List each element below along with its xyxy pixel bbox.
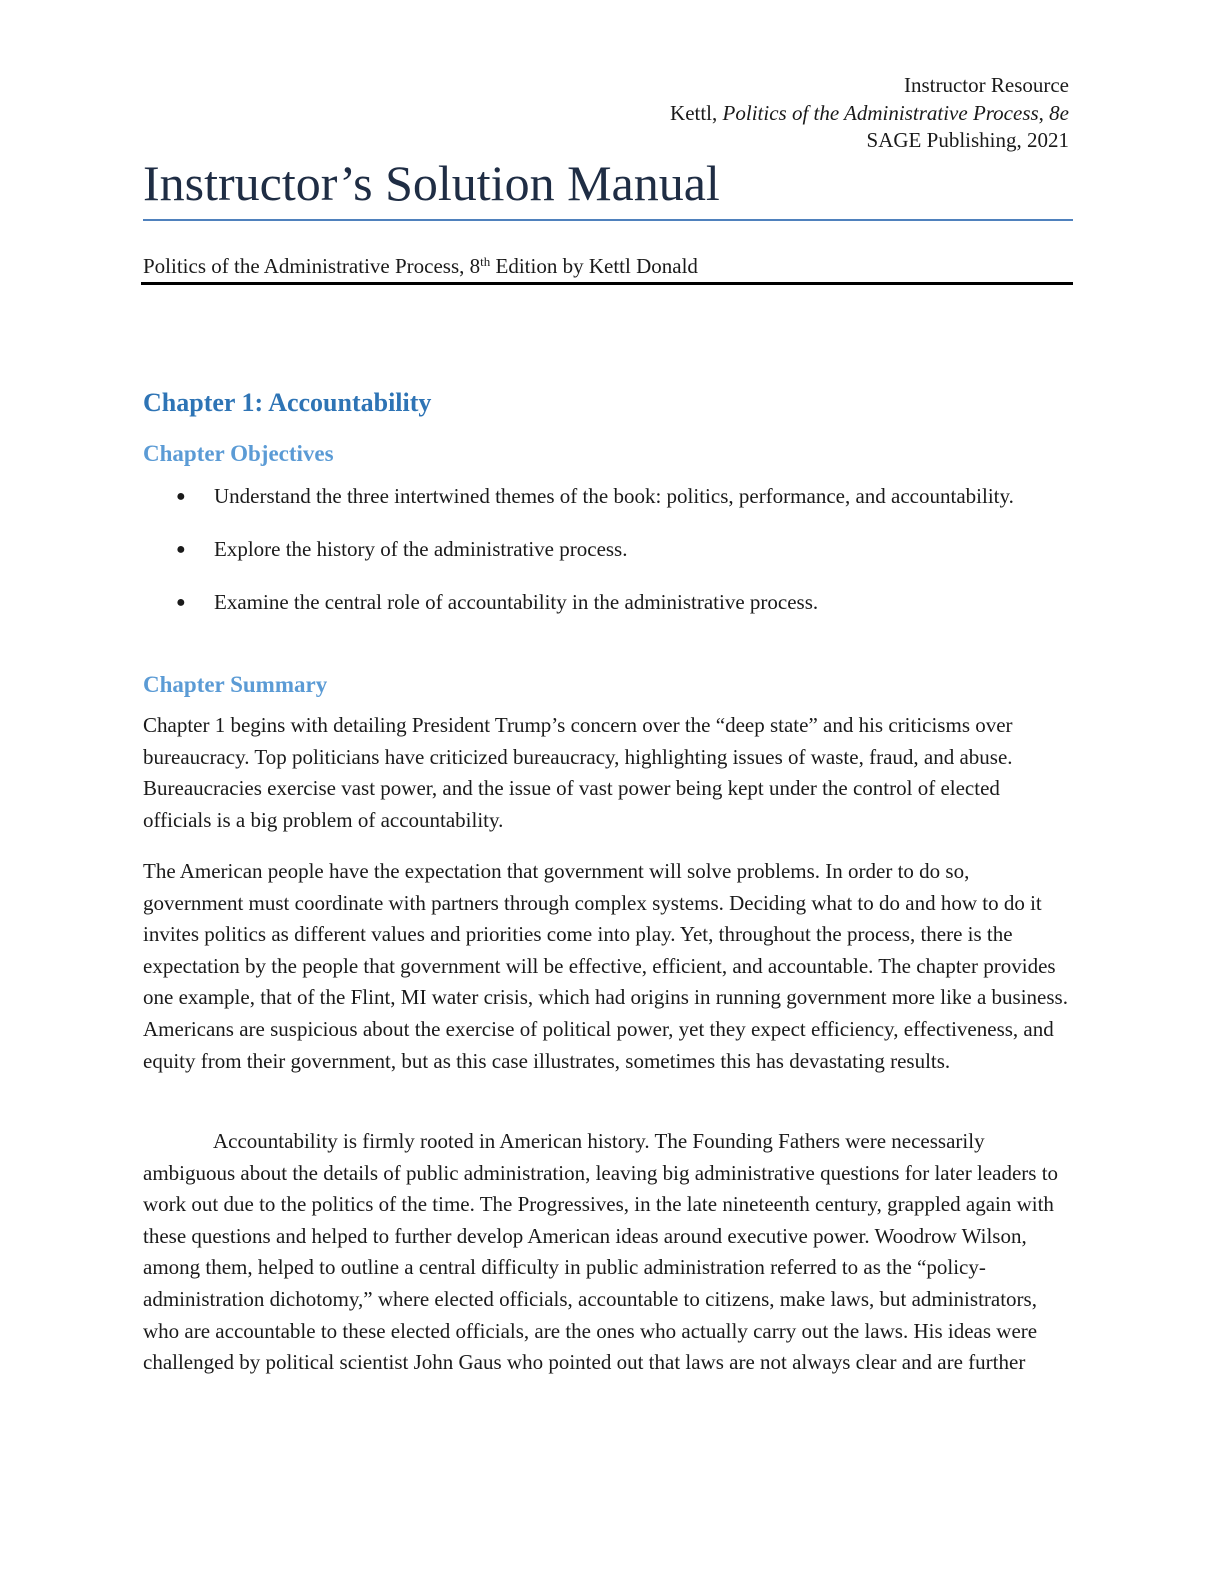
- header-book-citation: Kettl, Politics of the Administrative Process, 8e: [670, 100, 1069, 125]
- objectives-list: [170, 481, 1050, 640]
- resource-header: [670, 72, 1069, 155]
- bullet-icon: ●: [176, 594, 186, 611]
- bullet-icon: ●: [176, 488, 186, 505]
- document-subtitle: Politics of the Administrative Process, 8th Edition by Kettl Donald: [143, 254, 698, 278]
- objectives-heading: Chapter Objectives: [143, 441, 334, 466]
- summary-heading: Chapter Summary: [143, 672, 328, 697]
- summary-paragraph: Accountability is firmly rooted in American history. The Founding Fathers were necessarily ambiguous about the details of public administration, leaving big administrative questions for later leaders to work out due to the politics of the time. The Progressives, in the late nineteenth century, grappled again with these questions and helped to further develop American ideas around executive power. Woodrow Wilson, among them, helped to outline a central difficulty in public administration referred to as the “policy-administration dichotomy,” where elected officials, accountable to citizens, make laws, but administrators, who are accountable to these elected officials, are the ones who actually carry out the laws. His ideas were challenged by political scientist John Gaus who pointed out that laws are not always clear and are further: [143, 1129, 1059, 1375]
- header-edition: 8e: [1049, 100, 1069, 125]
- bullet-icon: ●: [176, 541, 186, 558]
- summary-paragraph: The American people have the expectation that government will solve problems. In order to do so, government must coordinate with partners through complex systems. Deciding what to do and how to do it invites politics as different values and priorities come into play. Yet, throughout the process, there is the expectation by the people that government will be effective, efficient, and accountable. The chapter provides one example, that of the Flint, MI water crisis, which had origins in running government more like a business. Americans are suspicious about the exercise of political power, yet they expect efficiency, effectiveness, and equity from their government, but as this case illustrates, sometimes this has devastating results.: [143, 859, 1068, 1073]
- header-publisher: SAGE Publishing, 2021: [866, 128, 1069, 152]
- list-item: ● Explore the history of the administrative process.: [170, 534, 1050, 565]
- subtitle-divider: [141, 282, 1073, 285]
- header-resource-type: Instructor Resource: [903, 73, 1069, 97]
- summary-paragraph: Chapter 1 begins with detailing President Trump’s concern over the “deep state” and his criticisms over bureaucracy. Top politicians have criticized bureaucracy, highlighting issues of waste, fraud, and abuse. Bureaucracies exercise vast power, and the issue of vast power being kept under the control of elected officials is a big problem of accountability.: [143, 713, 1013, 832]
- title-divider: [143, 219, 1073, 221]
- list-item: ● Examine the central role of accountability in the administrative process.: [170, 587, 1050, 618]
- document-title: Instructor’s Solution Manual: [143, 155, 720, 211]
- chapter-heading: Chapter 1: Accountability: [143, 388, 432, 417]
- list-item: ● Understand the three intertwined themes of the book: politics, performance, and accountability.: [170, 481, 1050, 512]
- edition-superscript: th: [480, 254, 491, 269]
- header-book-title: Politics of the Administrative Process: [722, 100, 1039, 125]
